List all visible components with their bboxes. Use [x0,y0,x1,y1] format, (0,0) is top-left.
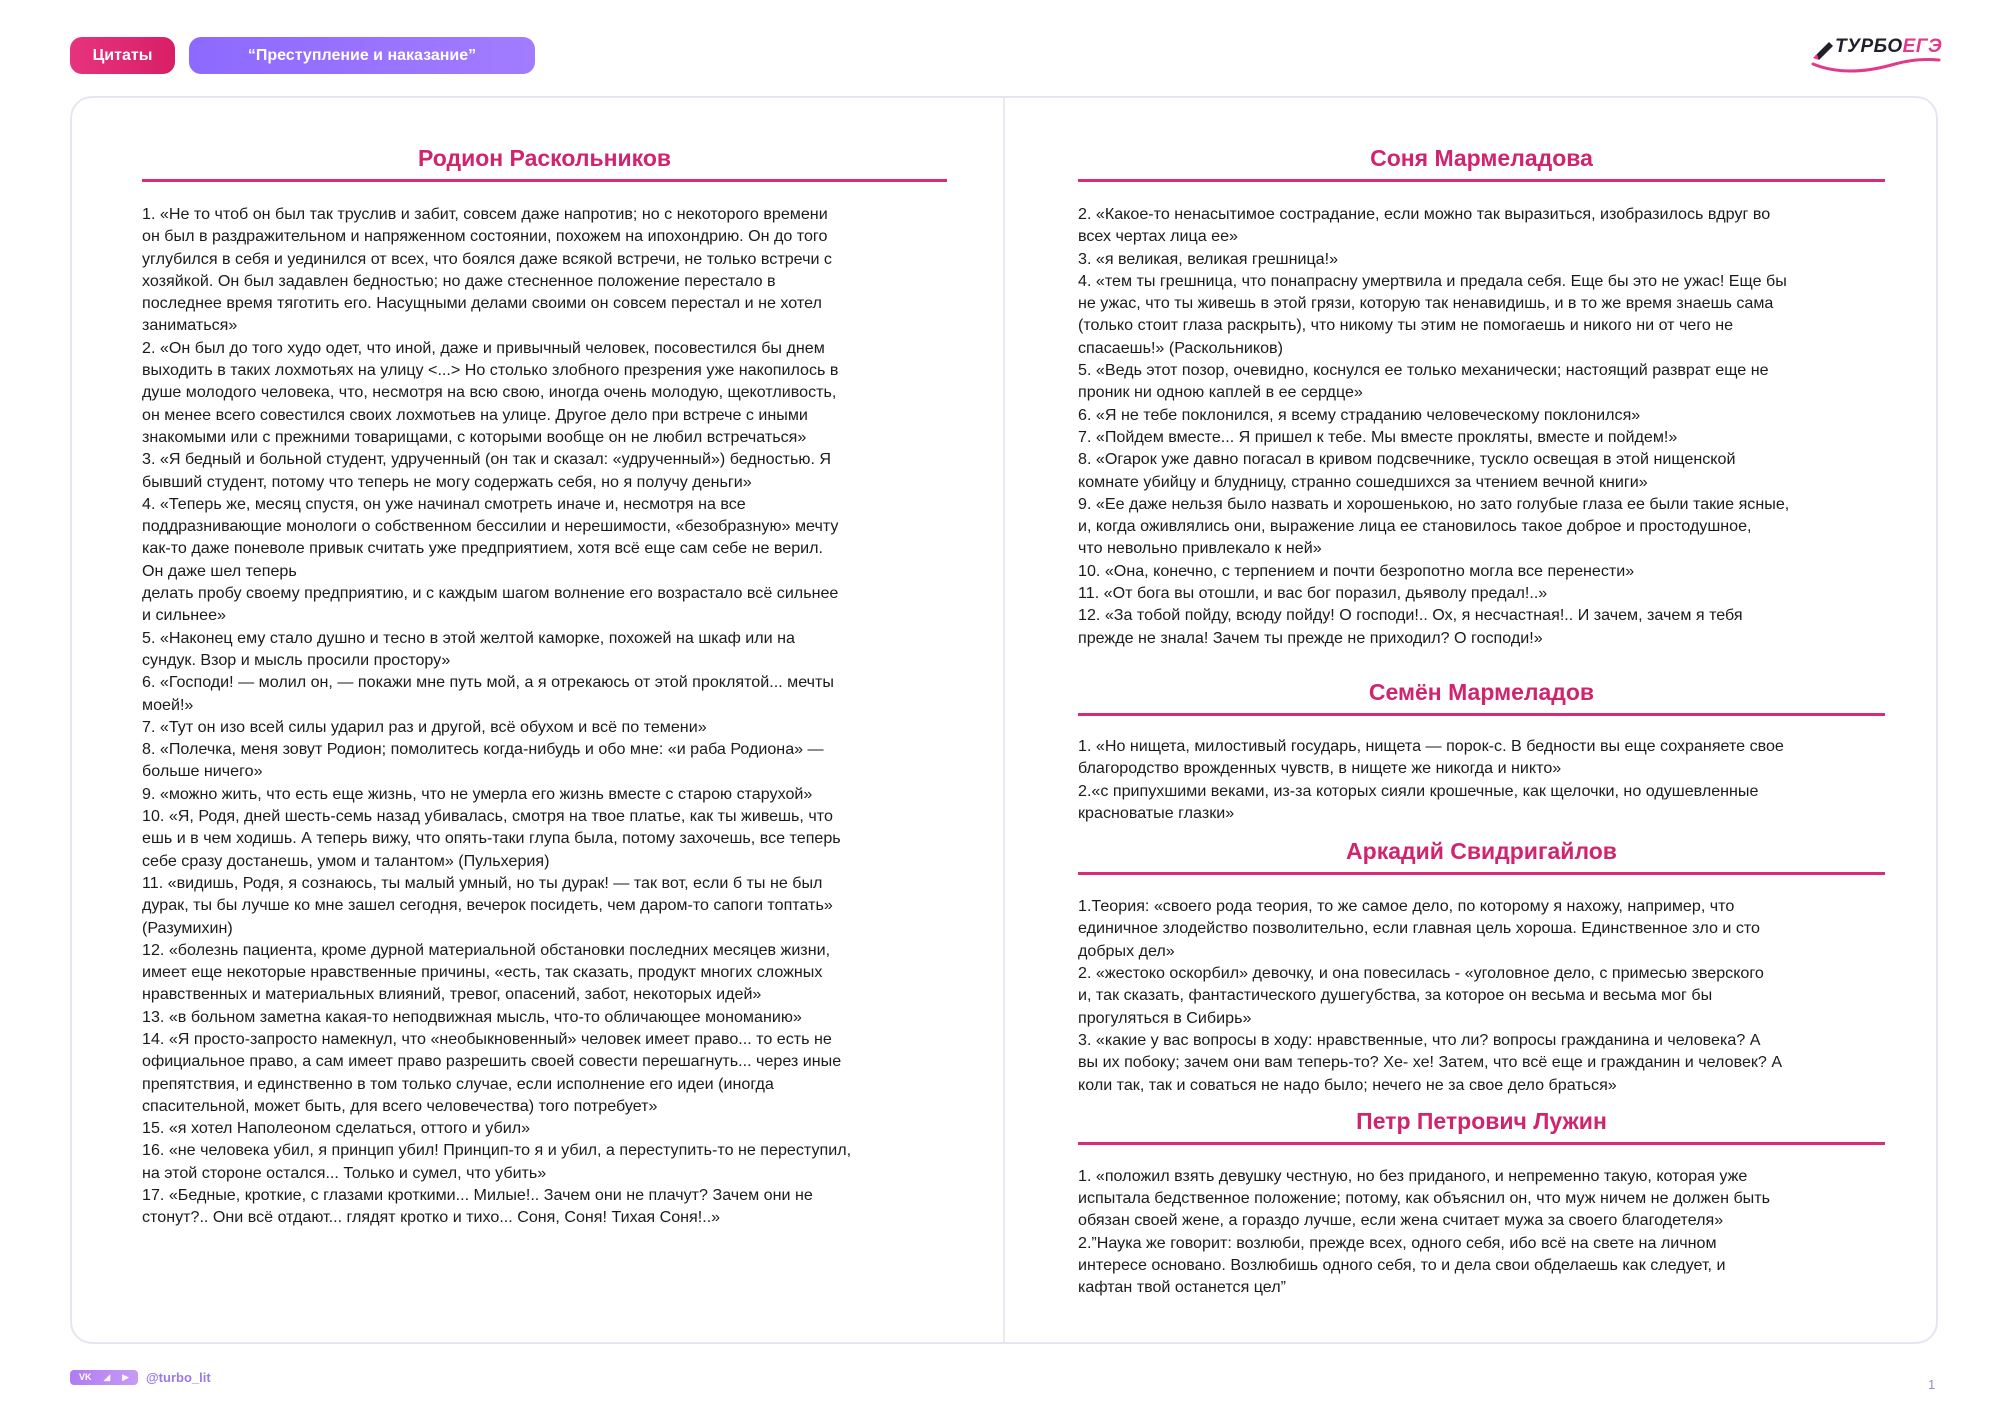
section-luzhin [1078,1108,1885,1299]
logo [1805,30,1945,70]
section-sonya [1078,145,1885,649]
section-title: Семён Мармеладов [1078,679,1885,716]
quotes-text: 1.Теория: «своего рода теория, то же самое дело, по которому я нахожу, например, что единичное злодейство позволительно, если главная цель хороша. Единственное зло и сто добрых дел» 2. «жестоко оскорбил» девочку, и она повесилась - «уголовное дело, с примесью зверского и, так сказать, фантастического душегубства, за которое он весьма и весьма мог бы прогуляться в Сибирь» 3. «какие у вас вопросы в ходу: нравственные, что ли? вопросы гражданина и человека? А вы их побоку; зачем они вам теперь-то? Хе- хе! Затем, что всё еще и гражданин и человек? А коли так, так и соваться не надо было; нечего не за свое дело браться» [1078,897,1783,1094]
youtube-icon[interactable]: ▶ [122,1372,130,1382]
section-arkady [1078,838,1885,1096]
quotes-text: 1. «Не то чтоб он был так труслив и забит, совсем даже напротив; но с некоторого времени он был в раздражительном и напряженном состоянии, похожем на ипохондрию. Он до того углубился в себя и уединился от всех, что боялся даже всякой встречи, не только встречи с хозяйкой. Он был задавлен бедностью; но даже стесненное положение перестало в последнее время тяготить его. Насущными делами своими он совсем перестал и не хотел заниматься» 2. «Он был до того худо одет, что иной, даже и привычный человек, посовестился бы днем выходить в таких лохмотьях на улицу <...> Но столько злобного презрения уже накопилось в душе молодого человека, что, несмотря на всю свою, иногда очень молодую, щекотливость, он менее всего совестился своих лохмотьев на улице. Другое дело при встрече с иными знакомыми или с прежними товарищами, с которыми вообще он не любил встречаться» 3. «Я бедный и больной студент, удрученный (он так и сказал: «удрученный») бедностью. Я бывший студент, потому что теперь не могу содержать себя, но я получу деньги» 4. «Теперь же, месяц спустя, он уже начинал смотреть иначе и, несмотря на все поддразнивающие монологи о собственном бессилии и нерешимости, «безобразную» мечту как-то даже поневоле привык считать уже предприятием, хотя всё еще сам себе не верил. Он даже шел теперь делать пробу своему предприятию, и с каждым шагом волнение его возрастало всё сильнее и сильнее» 5. «Наконец ему стало душно и тесно в этой желтой каморке, похожей на шкаф или на сундук. Взор и мысль просили простору» 6. «Господи! — молил он, — покажи мне путь мой, а я отрекаюсь от этой проклятой... мечты моей!» 7. «Тут он изо всей силы ударил раз и другой, всё обухом и всё по темени» 8. «Полечка, меня зовут Родион; помолитесь когда-нибудь и обо мне: «и раба Родиона» — больше ничего» 9. «можно жить, что есть еще жизнь, что не умерла его жизнь вместе с старою старухой» 10. «Я, Родя, дней шесть-семь назад убивалась, смотря на твое платье, как ты живешь, что ешь и в чем ходишь. А теперь вижу, что опять-таки глупа была, потому захочешь, все теперь себе сразу достанешь, умом и талантом» (Пульхерия) 11. «видишь, Родя, я сознаюсь, ты малый умный, но ты дурак! — так вот, если б ты не был дурак, ты бы лучше ко мне зашел сегодня, вечерок посидеть, чем даром-то сапоги топтать» (Разумихин) 12. «болезнь пациента, кроме дурной материальной обстановки последних месяцев жизни, имеет еще некоторые нравственные причины, «есть, так сказать, продукт многих сложных нравственных и материальных влияний, тревог, опасений, забот, некоторых идей» 13. «в больном заметна какая-то неподвижная мысль, что-то обличающее мономанию» 14. «Я просто-запросто намекнул, что «необыкновенный» человек имеет право... то есть не официальное право, а сам имеет право разрешить своей совести перешагнуть... через иные препятствия, и единственно в том только случае, если исполнение его идеи (иногда спасительной, может быть, для всего человечества) того потребует» 15. «я хотел Наполеоном сделаться, оттого и убил» 16. «не человека убил, я принцип убил! Принцип-то я и убил, а переступить-то не переступил, на этой стороне остался... Только и сумел, что убить» 17. «Бедные, кроткие, с глазами кроткими... Милые!.. Зачем они не плачут? Зачем они не стонут?.. Они всё отдают... глядят кротко и тихо... Соня, Соня! Тихая Соня!..» [142,205,852,1227]
quotes-text: 1. «положил взять девушку честную, но без приданого, и непременно такую, которая уже испытала бедственное положение; потому, как объяснил он, что муж ничем не должен быть обязан своей жене, а гораздо лучше, если жена считает мужа за своего благодетеля» 2.”Наука же говорит: возлюби, прежде всех, одного себя, ибо всё на свете на личном интересе основано. Возлюбишь одного себя, то и дела свои обделаешь как следует, и кафтан твой останется цел” [1078,1166,1770,1297]
logo-text: ТУРБОЕГЭ [1835,36,1943,57]
social-links[interactable] [70,1370,138,1385]
quotes-text: 2. «Какое-то ненасытимое сострадание, если можно так выразиться, изобразилось вдруг во всех чертах лица ее» 3. «я великая, великая грешница!» 4. «тем ты грешница, что понапрасну умертвила и предала себя. Еще бы это не ужас! Еще бы не ужас, что ты живешь в этой грязи, которую так ненавидишь, и в то же время знаешь сама (только стоит глаза раскрыть), что никому ты этим не помогаешь и никого ни от чего не спасаешь!» (Раскольников) 5. «Ведь этот позор, очевидно, коснулся ее только механически; настоящий разврат еще не проник ни одною каплей в ее сердце» 6. «Я не тебе поклонился, я всему страданию человеческому поклонился» 7. «Пойдем вместе... Я пришел к тебе. Мы вместе прокляты, вместе и пойдем!» 8. «Огарок уже давно погасал в кривом подсвечнике, тускло освещая в этой нищенской комнате убийцу и блудницу, странно сошедшихся за чтением вечной книги» 9. «Ее даже нельзя было назвать и хорошенькою, но зато голубые глаза ее были такие ясные, и, когда оживлялись они, выражение лица ее становилось такое доброе и простодушное, что невольно привлекало к ней» 10. «Она, конечно, с терпением и почти безропотно могла все перенести» 11. «От бога вы отошли, и вас бог поразил, дьяволу предал!..» 12. «За тобой пойду, всюду пойду! О господи!.. Ох, я несчастная!.. И зачем, зачем я тебя прежде не знала! Зачем ты прежде не приходил? О господи!» [1078,205,1790,647]
title-badge[interactable] [189,37,535,74]
section-title: Родион Раскольников [142,145,947,182]
title-label: “Преступление и наказание” [247,46,477,64]
section-title: Петр Петрович Лужин [1078,1108,1885,1145]
footer [70,1370,211,1385]
column-divider [1003,98,1005,1342]
page-number: 1 [1928,1377,1936,1392]
section-title: Соня Мармеладова [1078,145,1885,182]
tag-badge[interactable] [70,37,175,74]
tag-label: Цитаты [92,46,153,64]
vk-icon[interactable]: VK [78,1372,92,1382]
section-raskolnikov [142,145,947,1229]
social-handle[interactable]: @turbo_lit [146,1370,211,1385]
left-column [142,145,947,1229]
telegram-icon[interactable]: ◢ [103,1372,111,1382]
quotes-text: 1. «Но нищета, милостивый государь, нищета — порок-с. В бедности вы еще сохраняете свое благородство врожденных чувств, в нищете же никогда и никто» 2.«с припухшими веками, из-за которых сияли крошечные, как щелочки, но одушевленные красноватые глазки» [1078,736,1784,822]
right-column [1078,145,1885,1299]
section-title: Аркадий Свидригайлов [1078,838,1885,875]
section-semyon [1078,679,1885,824]
